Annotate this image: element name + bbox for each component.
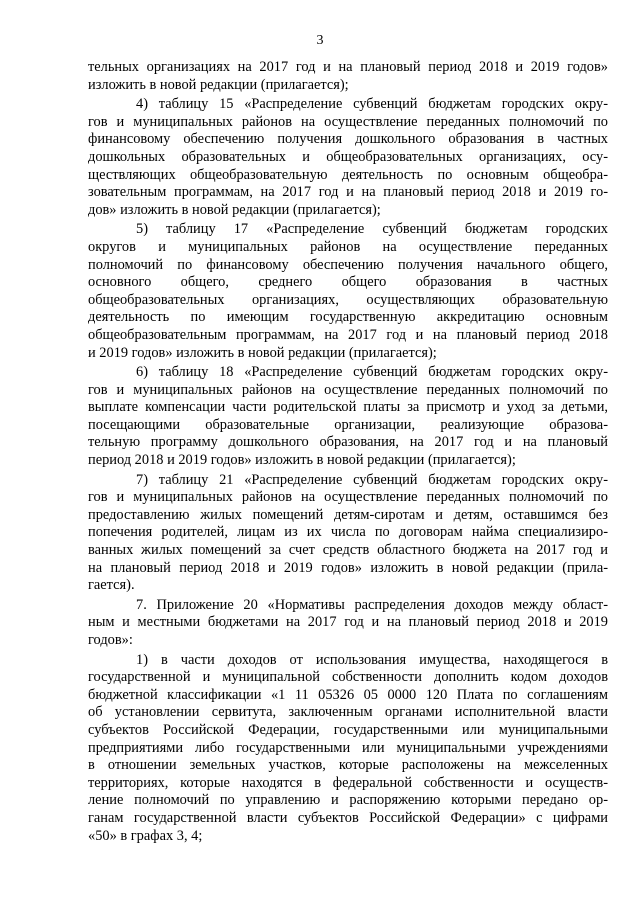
text-line: бюджетной классификации «1 11 05326 05 0000 120 Плата по соглашениям xyxy=(88,686,608,703)
text-line: 6) таблицу 18 «Распределение субвенций бюджетам городских окру- xyxy=(136,364,608,381)
paragraph xyxy=(88,652,608,846)
text-line: деятельность по имеющим государственную аккредитацию основным xyxy=(88,309,608,326)
text-line: основного общего, среднего общего образования в частных xyxy=(88,274,608,291)
text-line: 5) таблицу 17 «Распределение субвенций бюджетам городских xyxy=(136,221,608,238)
text-line: ванных жилых помещений за счет средств областного бюджета на 2017 год и xyxy=(88,542,608,559)
paragraph xyxy=(88,597,608,650)
text-line: субъектов Российской Федерации, государственными или муниципальными xyxy=(88,721,608,738)
text-line: 7) таблицу 21 «Распределение субвенций бюджетам городских окру- xyxy=(136,471,608,488)
text-line: дов» изложить в новой редакции (прилагается); xyxy=(88,201,381,218)
text-line: общеобразовательных организациях, осуществляющих образовательную xyxy=(88,291,608,308)
text-line: в отношении земельных участков, которые расположены на межселенных xyxy=(88,757,608,774)
text-line: гов и муниципальных районов на осуществление переданных полномочий по xyxy=(88,113,608,130)
text-line: полномочий по финансовому обеспечению получения начального общего, xyxy=(88,256,608,273)
text-line: округов и муниципальных районов на осуществление переданных xyxy=(88,238,608,255)
text-line: зовательным программам, на 2017 год и на плановый период 2018 и 2019 го- xyxy=(88,184,608,201)
text-line: ганам государственной власти субъектов Российской Федерации» с цифрами xyxy=(88,809,608,826)
text-line: общеобразовательным программам, на 2017 год и на плановый период 2018 xyxy=(88,326,608,343)
text-line: 4) таблицу 15 «Распределение субвенций бюджетам городских окру- xyxy=(136,96,608,113)
text-line: предприятиями либо государственными или муниципальными учреждениями xyxy=(88,739,608,756)
text-line: попечения родителей, лицам из их числа по договорам найма специализиро- xyxy=(88,524,608,541)
paragraph xyxy=(88,59,608,94)
paragraph xyxy=(88,221,608,362)
paragraph xyxy=(88,96,608,219)
document-body xyxy=(88,59,608,845)
text-line: и 2019 годов» изложить в новой редакции (прилагается); xyxy=(88,344,437,361)
text-line: «50» в графах 3, 4; xyxy=(88,827,203,844)
text-line: ным и местными бюджетами на 2017 год и на плановый период 2018 и 2019 xyxy=(88,614,608,631)
text-line: предоставлению жилых помещений детям-сиротам и детям, оставшимся без xyxy=(88,506,608,523)
text-line: гов и муниципальных районов на осуществление переданных полномочий по xyxy=(88,489,608,506)
text-line: гов и муниципальных районов на осуществление переданных полномочий по xyxy=(88,381,608,398)
text-line: финансовому обеспечению получения дошкольного образования в частных xyxy=(88,131,608,148)
text-line: тельных организациях на 2017 год и на плановый период 2018 и 2019 годов» xyxy=(88,59,608,75)
text-line: 1) в части доходов от использования имущества, находящегося в xyxy=(136,651,608,668)
page-number: 3 xyxy=(316,33,324,48)
text-line: ление полномочий по управлению и распоряжению которыми передано ор- xyxy=(88,792,608,809)
text-line: посещающими образовательные организации, реализующие образова- xyxy=(88,416,608,433)
text-line: период 2018 и 2019 годов» изложить в новой редакции (прилагается); xyxy=(88,452,516,469)
text-line: выплате компенсации части родительской платы за присмотр и уход за детьми, xyxy=(88,399,608,416)
text-line: изложить в новой редакции (прилагается); xyxy=(88,76,349,93)
text-line: гается). xyxy=(88,577,135,594)
paragraph xyxy=(88,364,608,470)
paragraph xyxy=(88,472,608,595)
text-line: ществляющих общеобразовательную деятельность по основным общеобра- xyxy=(88,166,608,183)
text-line: 7. Приложение 20 «Нормативы распределения доходов между област- xyxy=(136,596,608,613)
text-line: дошкольных образовательных и общеобразовательных организациях, осу- xyxy=(88,148,608,165)
text-line: об установлении сервитута, заключенным органами исполнительной власти xyxy=(88,704,608,721)
text-line: территориях, которые находятся в федеральной собственности и осуществ- xyxy=(88,774,608,791)
text-line: годов»: xyxy=(88,632,133,648)
text-line: тельную программу дошкольного образования, на 2017 год и на плановый xyxy=(88,434,608,451)
text-line: государственной и муниципальной собственности дополнить кодом доходов xyxy=(88,669,608,686)
text-line: на плановый период 2018 и 2019 годов» изложить в новой редакции (прила- xyxy=(88,559,608,576)
